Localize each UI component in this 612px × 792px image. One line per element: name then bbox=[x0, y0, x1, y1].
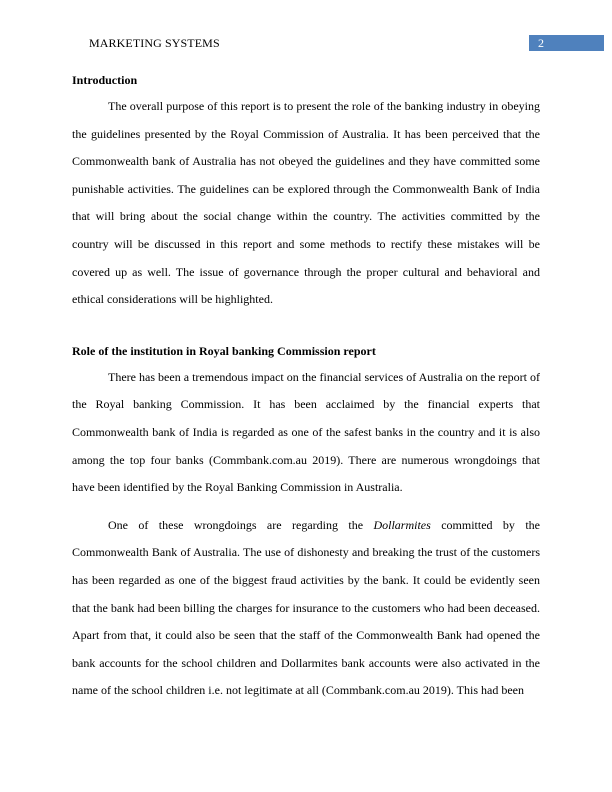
role-paragraph-1: There has been a tremendous impact on the financial services of Australia on the report of the Royal banking Commission. It has been acclaimed by the financial experts that Commonwealth bank of India is regarded as one of the safest banks in the country and it is also among the top four banks (Commbank.com.au 2019). There are numerous wrongdoings that have been identified by the Royal Banking Commission in Australia. bbox=[72, 369, 540, 495]
role-paragraph-2 bbox=[72, 512, 540, 705]
intro-paragraph: The overall purpose of this report is to present the role of the banking industry in obeying the guidelines presented by the Royal Commission of Australia. It has been perceived that the Commonwealth bank of Australia has not obeyed the guidelines and they have committed some punishable activities. The guidelines can be explored through the Commonwealth Bank of India that will bring about the social change within the country. The activities committed by the country will be discussed in this report and some methods to rectify these mistakes will be covered up as well. The issue of governance through the proper cultural and behavioral and ethical considerations will be highlighted. bbox=[72, 99, 540, 307]
section-heading-introduction: Introduction bbox=[72, 73, 138, 87]
page-number-badge: 2 bbox=[529, 35, 604, 51]
section-heading-role: Role of the institution in Royal banking Commission report bbox=[72, 343, 376, 358]
running-header-title: MARKETING SYSTEMS bbox=[89, 36, 220, 50]
document-body bbox=[72, 68, 540, 705]
paragraph-text-before: One of these wrongdoings are regarding the bbox=[108, 517, 374, 532]
paragraph-text-after: committed by the Commonwealth Bank of Australia. The use of dishonesty and breaking the trust of the customers has been regarded as one of the biggest fraud activities by the bank. It could be evidently seen that the bank had been billing the charges for insurance to the customers who had been deceased. Apart from that, it could also be seen that the staff of the Commonwealth Bank had opened the bank accounts for the school children and Dollarmites bank accounts were also activated in the name of the school children i.e. not legitimate at all (Commbank.com.au 2019). This had been bbox=[72, 517, 540, 698]
dollarmites-term: Dollarmites bbox=[373, 517, 431, 532]
